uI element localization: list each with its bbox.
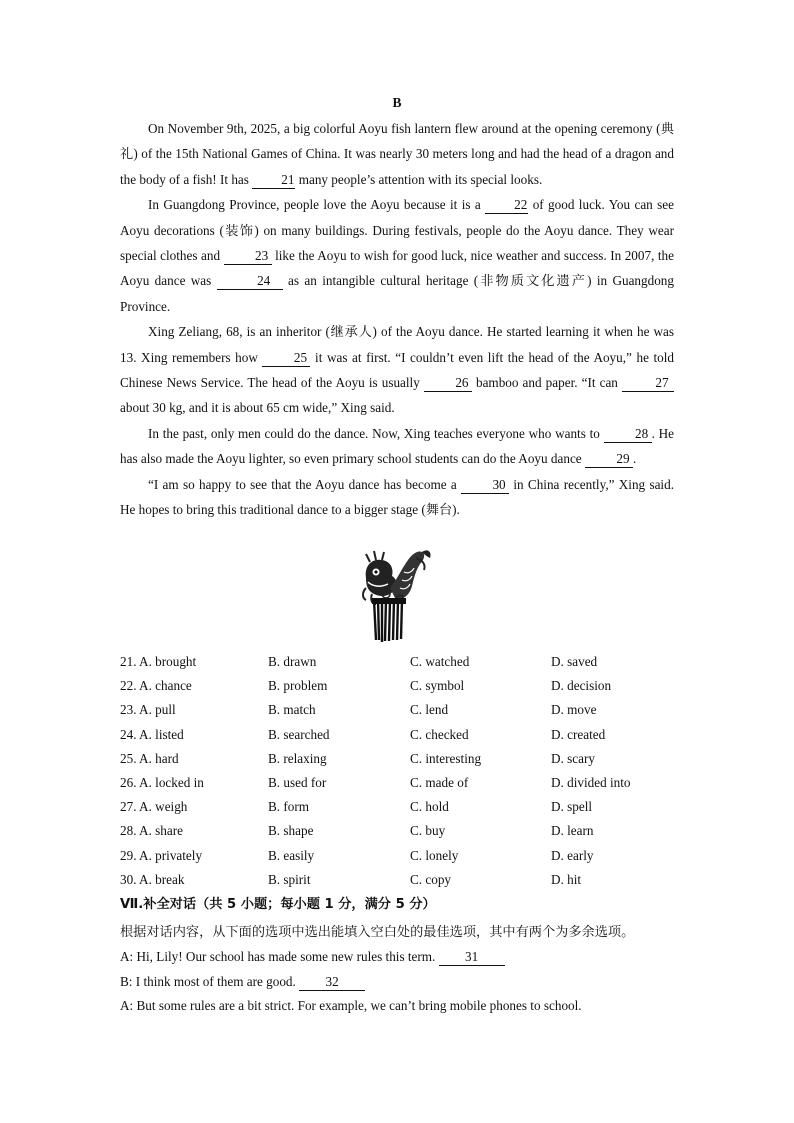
- option-choice: 23. A. pull: [120, 702, 176, 718]
- option-choice: C. buy: [410, 823, 446, 839]
- option-choice: D. early: [551, 847, 594, 863]
- aoyu-illustration: [360, 548, 434, 644]
- option-choice: B. problem: [268, 678, 328, 694]
- option-choice: D. move: [551, 702, 597, 718]
- paragraph-3: Xing Zeliang, 68, is an inheritor (继承人) of the Aoyu dance. He started learning it when he was 13. Xing remembers how 25 it was at first. “I couldn’t even lift the head of the Aoyu,” he told Chinese News Service. The head of the Aoyu is usually 26 bamboo and paper. “It can 27 about 30 kg, and it is about 65 cm wide,” Xing said.: [120, 324, 675, 416]
- dialog: [120, 945, 680, 1019]
- option-choice: B. searched: [268, 726, 330, 742]
- option-choice: 27. A. weigh: [120, 799, 188, 815]
- option-choice: B. shape: [268, 823, 314, 839]
- option-choice: D. decision: [551, 678, 612, 694]
- blank-28: 28: [604, 426, 652, 443]
- blank-22: 22: [485, 197, 528, 214]
- option-choice: D. divided into: [551, 774, 631, 790]
- blank-26: 26: [424, 375, 472, 392]
- options-list: [120, 650, 680, 892]
- paragraph-2: In Guangdong Province, people love the Aoyu because it is a 22 of good luck. You can see Aoyu decorations (装饰) on many buildings. During festivals, people do the Aoyu dance. They wear special clothes and 23 like the Aoyu to wish for good luck, nice weather and success. In 2007, the Aoyu dance was 24 as an intangible cultural heritage (非物质文化遗产) in Guangdong Province.: [120, 197, 674, 314]
- dialog-line: A: But some rules are a bit strict. For example, we can’t bring mobile phones to school.: [120, 998, 582, 1013]
- option-row: [120, 674, 680, 698]
- option-choice: 28. A. share: [120, 823, 183, 839]
- dialog-line: B: I think most of them are good. 32: [120, 970, 680, 995]
- option-row: [120, 747, 680, 771]
- option-choice: 25. A. hard: [120, 750, 179, 766]
- option-choice: C. made of: [410, 774, 469, 790]
- option-choice: C. symbol: [410, 678, 465, 694]
- option-row: [120, 650, 680, 674]
- option-choice: 22. A. chance: [120, 678, 192, 694]
- section-heading: Ⅶ.补全对话（共 5 小题；每小题 1 分，满分 5 分）: [120, 897, 436, 912]
- option-choice: D. spell: [551, 799, 593, 815]
- option-choice: 26. A. locked in: [120, 774, 204, 790]
- option-choice: C. checked: [410, 726, 469, 742]
- option-row: [120, 795, 680, 819]
- option-choice: B. easily: [268, 847, 315, 863]
- option-choice: B. relaxing: [268, 750, 327, 766]
- blank-29: 29: [585, 451, 633, 468]
- option-row: [120, 723, 680, 747]
- blank-31: 31: [439, 949, 505, 966]
- blank-24: 24: [217, 273, 283, 290]
- option-row: [120, 819, 680, 843]
- option-choice: B. match: [268, 702, 316, 718]
- option-choice: 21. A. brought: [120, 654, 197, 669]
- option-choice: B. used for: [268, 774, 327, 790]
- paragraph-1: On November 9th, 2025, a big colorful Aoyu fish lantern flew around at the opening ceremony (典礼) of the 15th National Games of China. It was nearly 30 meters long and had the head of a dragon and the body of a fish! It has 21 many people’s attention with its special looks.: [120, 121, 674, 187]
- option-choice: C. copy: [410, 871, 452, 887]
- option-choice: B. drawn: [268, 654, 317, 669]
- option-choice: C. watched: [410, 654, 470, 669]
- option-choice: B. spirit: [268, 871, 311, 887]
- dialog-line: A: Hi, Lily! Our school has made some new rules this term. 31: [120, 945, 680, 970]
- option-choice: C. interesting: [410, 750, 482, 766]
- option-choice: D. scary: [551, 750, 595, 766]
- option-choice: C. lonely: [410, 847, 459, 863]
- paragraph-5: “I am so happy to see that the Aoyu dance has become a 30 in China recently,” Xing said. He hopes to bring this traditional dance to a bigger stage (舞台).: [120, 476, 674, 518]
- option-choice: D. saved: [551, 654, 598, 669]
- blank-32: 32: [299, 974, 365, 991]
- section-title: B: [392, 95, 402, 110]
- blank-23: 23: [224, 248, 272, 265]
- section-instruction: 根据对话内容，从下面的选项中选出能填入空白处的最佳选项，其中有两个为多余选项。: [120, 925, 635, 940]
- blank-30: 30: [461, 477, 509, 494]
- paragraph-4: In the past, only men could do the dance. Now, Xing teaches everyone who wants to 28 . He has also made the Aoyu lighter, so even primary school students can do the Aoyu dance 29 .: [120, 425, 674, 467]
- option-choice: D. hit: [551, 871, 582, 887]
- reading-passage: [120, 116, 674, 523]
- blank-25: 25: [262, 350, 310, 367]
- option-choice: C. hold: [410, 799, 449, 815]
- option-choice: 24. A. listed: [120, 726, 184, 742]
- blank-27: 27: [622, 375, 674, 392]
- option-choice: 29. A. privately: [120, 847, 203, 863]
- option-choice: C. lend: [410, 702, 449, 718]
- option-row: [120, 771, 680, 795]
- option-row: [120, 698, 680, 722]
- option-row: [120, 844, 680, 868]
- option-choice: D. created: [551, 726, 606, 742]
- option-choice: 30. A. break: [120, 871, 185, 887]
- blank-21: 21: [252, 172, 295, 189]
- option-choice: D. learn: [551, 823, 594, 839]
- option-row: [120, 868, 680, 892]
- option-choice: B. form: [268, 799, 310, 815]
